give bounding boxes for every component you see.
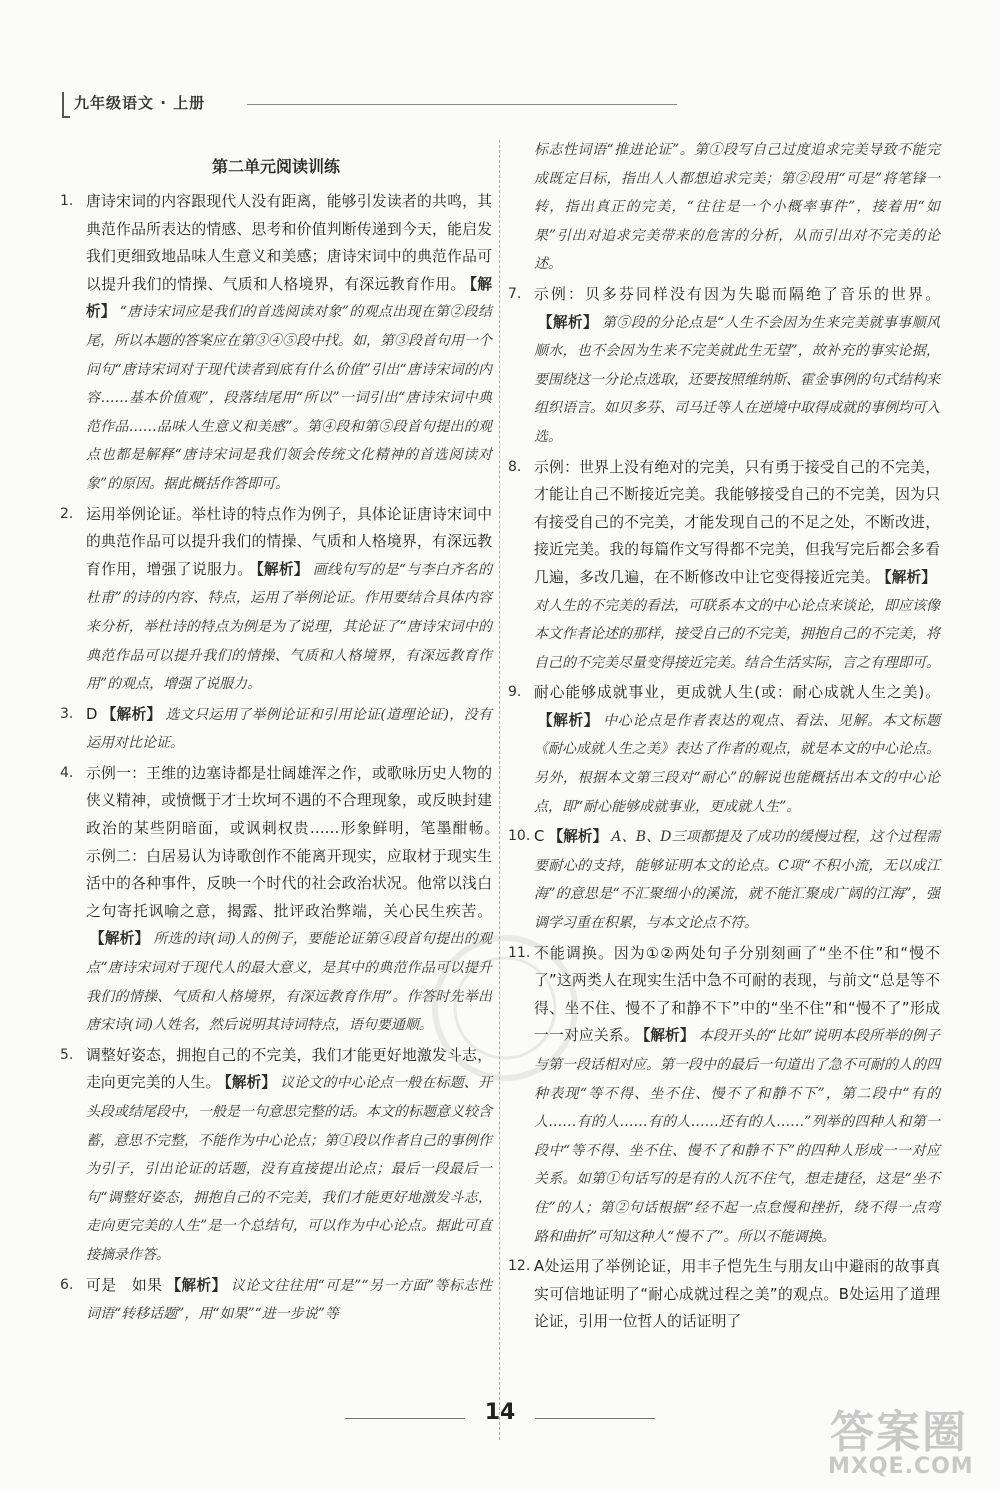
left-answer-list bbox=[60, 188, 507, 1329]
site-watermark bbox=[820, 1396, 995, 1486]
header-title: 九年级语文 · 上册 bbox=[74, 94, 206, 112]
item-number: 12. bbox=[508, 1258, 531, 1275]
answer-text: A处运用了举例论证，用丰子恺先生与朋友山中避雨的故事真实可信地证明了“耐心成就过程之美”的观点。B处运用了道理论证，引用一位哲人的话证明了 bbox=[534, 1258, 940, 1331]
item-body bbox=[534, 1253, 940, 1336]
analysis-tag: 【解析】 bbox=[86, 275, 492, 321]
left-column bbox=[60, 152, 507, 1331]
answer-item bbox=[508, 679, 940, 821]
analysis-text: 对人生的不完美的看法，可联系本文的中心论点来谈论，即应该像本文作者论述的那样，接受自己的不完美，拥抱自己的不完美，将自己的不完美尽量变得接近完美。结合生活实际，言之有理即可。 bbox=[534, 597, 940, 671]
item-body bbox=[534, 281, 940, 452]
analysis-tag: 【解析】 bbox=[884, 568, 936, 586]
answer-text: 不能调换。因为①②两处句子分别刻画了“坐不住”和“慢不了”这两类人在现实生活中急不可耐的表现，与前文“总是等不得、坐不住、慢不了和静不下”中的“坐不住”和“慢不了”形成一一对应关系。 bbox=[534, 944, 940, 1045]
answer-text: D bbox=[86, 705, 98, 723]
analysis-text: “唐诗宋词应是我们的首选阅读对象”的观点出现在第②段结尾，所以本题的答案应在第③④⑤段中找。如，第③段首句用一个问句“唐诗宋词对于现代读者到底有什么价值”引出“唐诗宋词的内容……基本价值观”，段落结尾用“所以”一词引出“唐诗宋词中典范作品……品味人生意义和美感”。第④段和第⑤段首句提出的观点也都是解释“唐诗宋词是我们领会传统文化精神的首选阅读对象”的原因。据此概括作答即可。 bbox=[86, 304, 492, 492]
item-body bbox=[86, 701, 492, 758]
analysis-tag: 【解析】 bbox=[538, 313, 598, 331]
analysis-text: 议论文的中心论点一般在标题、开头段或结尾段中，一般是一句意思完整的话。本文的标题意义较含蓄，意思不完整，不能作为中心论点；第①段以作者自己的事例作为引子，引出论证的话题，没有直接提出论点；最后一段最后一句“调整好姿态，拥抱自己的不完美，我们才能更好地激发斗志，走向更完美的人生”是一个总结句，可以作为中心论点。据此可直接摘录作答。 bbox=[86, 1075, 492, 1263]
answer-text: 示例一：王维的边塞诗都是壮阔雄浑之作，或歌咏历史人物的侠义精神，或愤慨于才士坎坷不遇的不合理现象，或反映封建政治的某些阴暗面，或讽刺权贵……形象鲜明，笔墨酣畅。 示例二：白居易认为诗歌创作不能离开现实，应取材于现实生活中的各种事件，反映一个时代的社会政治状况。他常以浅白之句寄托讽喻之意，揭露、批评政治弊端，关心民生疾苦。 bbox=[86, 764, 507, 920]
answer-text: 运用举例论证。举杜诗的特点作为例子，具体论证唐诗宋词中的典范作品可以提升我们的情操、气质和人格境界，有深远教育作用，增强了说服力。 bbox=[86, 505, 492, 578]
answer-text: 唐诗宋词的内容跟现代人没有距离，能够引发读者的共鸣，其典范作品所表达的情感、思考和价值判断传递到今天，能启发我们更细致地品味人生意义和美感；唐诗宋词中的典范作品可以提升我们的情操、气质和人格境界，有深远教育作用。 bbox=[86, 193, 492, 293]
item-number: 6. bbox=[60, 1276, 74, 1293]
analysis-text: A、B、D三项都提及了成功的缓慢过程，这个过程需要耐心的支持，能够证明本文的论点。C项“不积小流，无以成江海”的意思是“不汇聚细小的溪流，就不能汇聚成广阔的江海”，强调学习重在积累，与本文论点不符。 bbox=[534, 829, 940, 932]
item-number: 10. bbox=[508, 828, 531, 845]
answer-item bbox=[508, 1253, 940, 1336]
answer-text: 调整好姿态，拥抱自己的不完美，我们才能更好地激发斗志，走向更完美的人生。 bbox=[86, 1046, 492, 1092]
analysis-text: 本段开头的“比如”说明本段所举的例子与第一段话相对应。第一段中的最后一句道出了急不可耐的人的四种表现“等不得、坐不住、慢不了和静不下”，第二段中“有的人……有的人……有的人……还有的人……”列举的四种人和第一段中“等不得、坐不住、慢不了和静不下”的四种人形成一一对应关系。如第①句话写的是有的人沉不住气，想走捷径，这是“坐不住”的人；第②句话根据“经不起一点怠慢和挫折，绕不得一点弯路和曲折”可知这种人“慢不了”。所以不能调换。 bbox=[534, 1028, 940, 1245]
answer-item bbox=[60, 188, 492, 499]
answer-text: 耐心能够成就事业，更成就人生(或：耐心成就人生之美)。 bbox=[534, 684, 940, 702]
item-number: 3. bbox=[60, 705, 74, 722]
item-body bbox=[534, 679, 940, 821]
column-divider bbox=[499, 140, 500, 1440]
analysis-text: 中心论点是作者表达的观点、看法、见解。本文标题《耐心成就人生之美》表达了作者的观点，就是本文的中心论点。另外，根据本文第三段对“耐心”的解说也能概括出本文的中心论点，即“耐心能够成就事业，更成就人生”。 bbox=[534, 712, 940, 815]
item-number: 9. bbox=[508, 684, 522, 701]
answer-text: 示例：贝多芬同样没有因为失聪而隔绝了音乐的世界。 bbox=[534, 285, 940, 303]
page-number: 14 bbox=[484, 1400, 516, 1425]
answer-text: 可是 如果 bbox=[86, 1276, 163, 1294]
footer-rule-right bbox=[535, 1418, 655, 1419]
analysis-tag: 【解析】 bbox=[548, 828, 608, 846]
analysis-tag: 【解析】 bbox=[538, 711, 600, 729]
answer-item bbox=[508, 454, 940, 678]
item-number: 1. bbox=[60, 193, 74, 209]
analysis-text: 所选的诗(词)人的例子，要能论证第④段首句提出的观点“唐诗宋词对于现代人的最大意义，是其中的典范作品可以提升我们的情操、气质和人格境界，有深远教育作用”。作答时先举出唐宋诗(词)人姓名，然后说明其诗词特点，语句要通顺。 bbox=[86, 931, 492, 1034]
answer-item bbox=[508, 281, 940, 452]
footer-rule-left bbox=[345, 1418, 465, 1419]
answer-item bbox=[60, 701, 492, 758]
item-number: 5. bbox=[60, 1046, 74, 1063]
item-body bbox=[534, 940, 940, 1252]
answer-item bbox=[508, 823, 940, 937]
header-rule bbox=[247, 104, 677, 105]
item-body bbox=[534, 454, 940, 678]
analysis-tag: 【解析】 bbox=[101, 705, 162, 723]
answer-item bbox=[508, 136, 940, 279]
watermark-main: 答案圈 bbox=[830, 1407, 968, 1458]
analysis-text: 选文只运用了举例论证和引用论证(道理论证)，没有运用对比论证。 bbox=[86, 706, 492, 752]
running-header bbox=[62, 92, 622, 118]
answer-item bbox=[60, 501, 492, 699]
faint-stamp-graphic bbox=[425, 928, 585, 1088]
right-answer-list bbox=[508, 136, 940, 1336]
item-number: 2. bbox=[60, 505, 74, 522]
answer-text: C bbox=[534, 828, 545, 846]
section-title: 第二单元阅读训练 bbox=[211, 157, 340, 176]
analysis-text: 画线句写的是“与李白齐名的杜甫”的诗的内容、特点，运用了举例论证。作用要结合具体内容来分析，举杜诗的特点为例是为了说理，其论证了“唐诗宋词中的典范作品可以提升我们的情操、气质和人格境界，有深远教育作用”的观点，增强了说服力。 bbox=[86, 561, 492, 693]
analysis-tag: 【解析】 bbox=[224, 1074, 277, 1092]
item-number: 7. bbox=[508, 285, 522, 302]
analysis-tag: 【解析】 bbox=[166, 1276, 227, 1294]
watermark-site: MXQE.COM bbox=[828, 1454, 974, 1479]
item-body bbox=[86, 188, 492, 499]
right-column bbox=[508, 136, 940, 1338]
analysis-tag: 【解析】 bbox=[90, 930, 150, 948]
analysis-text: 标志性词语“推进论证”。第①段写自己过度追求完美导致不能完成既定目标，指出人人都想追求完美；第②段用“可是”将笔锋一转，指出真正的完美，“往往是一个小概率事件”，接着用“如果”引出对追求完美带来的危害的分析，从而引出对不完美的论述。 bbox=[534, 142, 940, 273]
answer-text: 示例：世界上没有绝对的完美，只有勇于接受自己的不完美，才能让自己不断接近完美。我能够接受自己的不完美，因为只有接受自己的不完美，才能发现自己的不足之处，不断改进，接近完美。我的每篇作文写得都不完美，但我写完后都会多看几遍，多改几遍，在不断修改中让它变得接近完美。 bbox=[534, 458, 940, 586]
analysis-tag: 【解析】 bbox=[256, 560, 309, 578]
analysis-tag: 【解析】 bbox=[642, 1027, 695, 1045]
item-number: 11. bbox=[508, 944, 531, 961]
item-body bbox=[534, 136, 940, 279]
item-body bbox=[534, 823, 940, 937]
analysis-text: 第⑤段的分论点是“人生不会因为生来完美就事事顺风顺水，也不会因为生来不完美就此生无望”，故补充的事实论据，要围绕这一分论点选取，还要按照维纳斯、霍金事例的句式结构来组织语言。如贝多芬、司马迁等人在逆境中取得成就的事例均可入选。 bbox=[534, 314, 940, 445]
item-number bbox=[508, 136, 534, 279]
item-number: 4. bbox=[60, 764, 74, 781]
answer-item bbox=[60, 1272, 492, 1329]
header-bracket bbox=[62, 92, 70, 118]
item-number: 8. bbox=[508, 458, 522, 475]
analysis-text: 议论文往往用“可是”“另一方面”等标志性词语“转移话题”，用“如果”“进一步说”等 bbox=[86, 1277, 492, 1323]
item-body bbox=[86, 1272, 492, 1329]
item-body bbox=[86, 501, 492, 699]
